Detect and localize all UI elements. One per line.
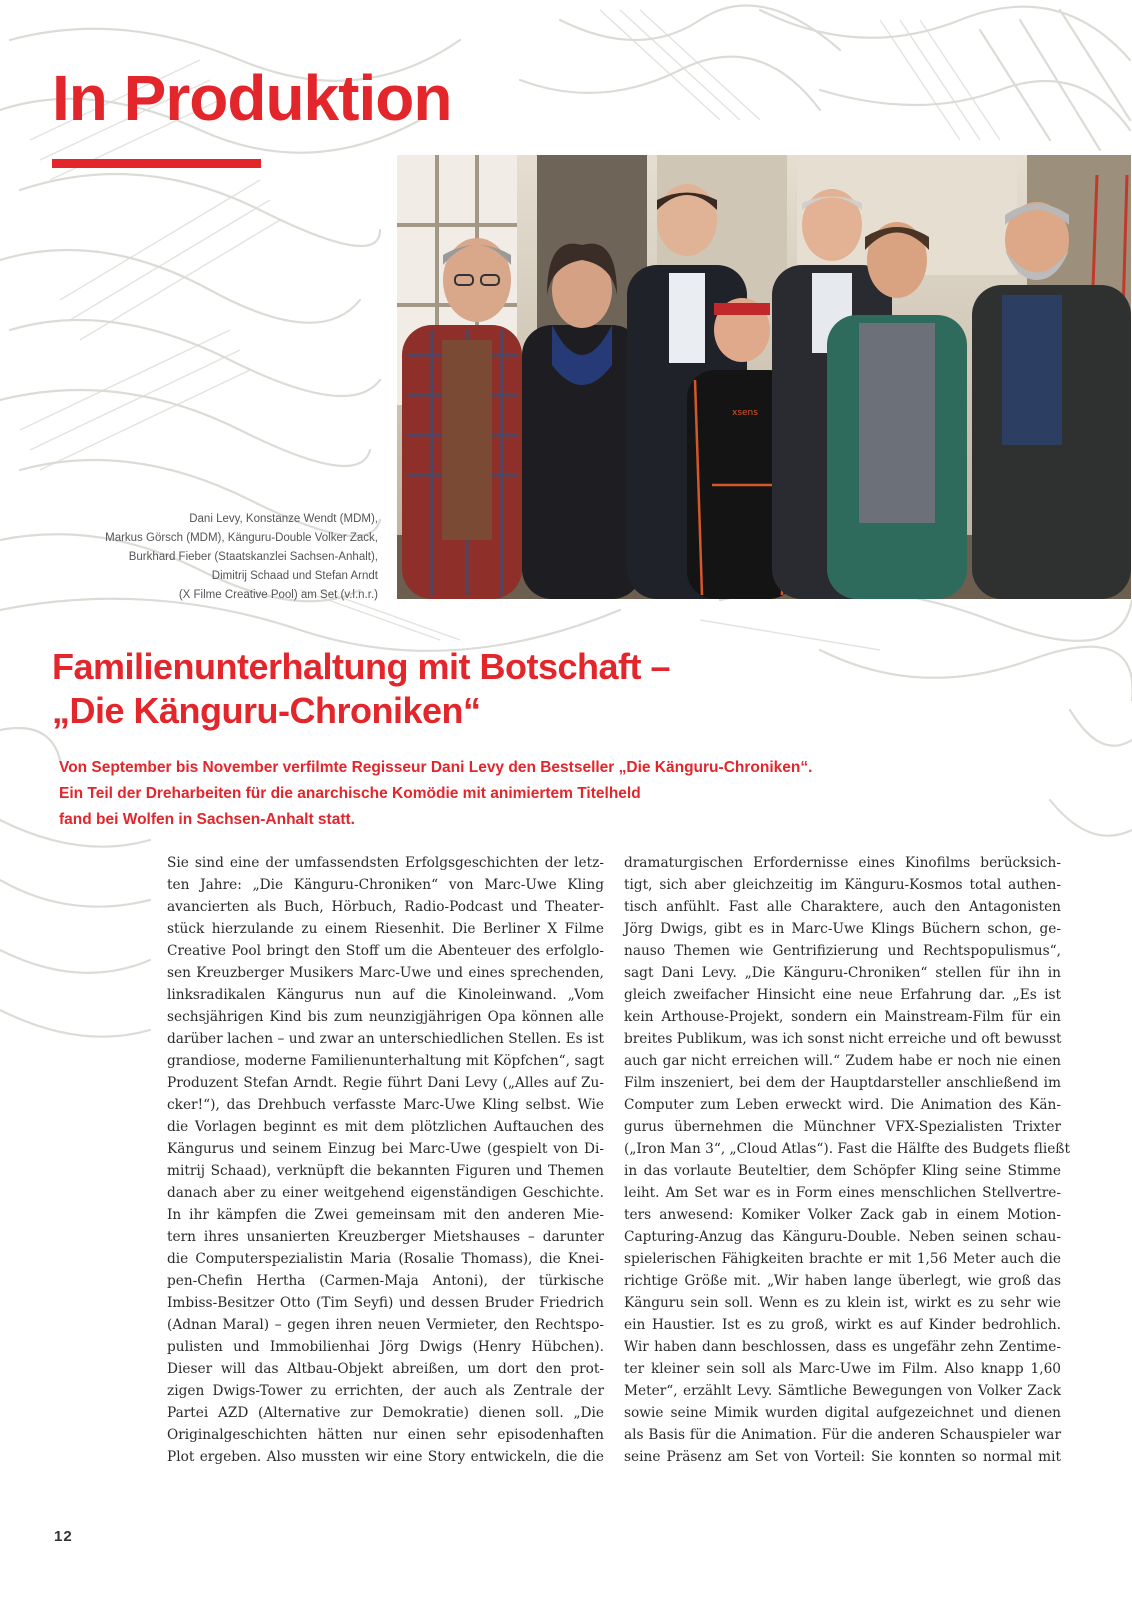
body-line: (Adnan Maral) – gegen ihren neuen Vermieter, den Rechtspo- — [167, 1317, 604, 1333]
body-line: Produzent Stefan Arndt. Regie führt Dani Levy („Alles auf Zu- — [167, 1075, 604, 1091]
body-line: tisch anfühlt. Fast alle Charaktere, auch den Antagonisten — [624, 899, 1061, 915]
body-line: Partei AZD (Alternative zur Demokratie) dienen soll. „Die — [167, 1405, 604, 1421]
body-line: die Computerspezialistin Maria (Rosalie Thomass), die Knei- — [167, 1251, 604, 1267]
headline-line: „Die Känguru-Chroniken“ — [52, 690, 481, 731]
body-line: tern ihres unsanierten Kreuzberger Mietshauses – darunter — [167, 1229, 604, 1245]
body-line: Imbiss-Besitzer Otto (Tim Seyfi) und dessen Bruder Friedrich — [167, 1295, 604, 1311]
lead-line: Von September bis November verfilmte Regisseur Dani Levy den Bestseller „Die Känguru-Chroniken“. — [59, 759, 813, 776]
article-column-2 — [624, 852, 1070, 1468]
body-line: kein Arthouse-Projekt, sondern ein Mainstream-Film für ein — [624, 1009, 1061, 1025]
body-line: darüber lachen – und zwar an unterschiedlichen Stellen. Es ist — [167, 1031, 604, 1047]
shirt-logo: xsens — [732, 408, 758, 418]
body-line: auch gar nicht erreichen will.“ Zudem habe er noch nie einen — [624, 1053, 1061, 1069]
section-title: In Produktion — [52, 62, 452, 134]
body-line: richtige Größe mit. „Wir haben lange überlegt, wie groß das — [624, 1273, 1061, 1289]
headline-line: Familienunterhaltung mit Botschaft – — [52, 646, 671, 687]
body-line: nauso Themen wie Gentrifizierung und Rechtspopulismus“, — [624, 943, 1061, 959]
body-line: Originalgeschichten hätten nur einen sehr episodenhaften — [167, 1427, 604, 1443]
body-line: linksradikalen Kängurus nun auf die Kinoleinwand. „Vom — [167, 987, 604, 1003]
body-line: mitrij Schaad), verknüpft die bekannten Figuren und Themen — [167, 1163, 604, 1179]
article-lead — [59, 755, 959, 833]
body-line: In ihr kämpfen die Zwei gemeinsam mit den anderen Mie- — [167, 1207, 604, 1223]
body-line: („Iron Man 3“, „Cloud Atlas“). Fast die Hälfte des Budgets fließt — [624, 1141, 1070, 1157]
body-line: dramaturgischen Erfordernisse eines Kinofilms berücksich- — [624, 855, 1061, 871]
lead-line: fand bei Wolfen in Sachsen-Anhalt statt. — [59, 811, 355, 828]
photo-caption — [38, 510, 378, 605]
body-line: Jörg Dwigs, gibt es in Marc-Uwe Klings Büchern schon, ge- — [624, 921, 1061, 937]
body-line: leiht. Am Set war es in Form eines menschlichen Stellvertre- — [624, 1185, 1061, 1201]
body-line: sen Kreuzberger Musikers Marc-Uwe und eines sprechenden, — [167, 965, 604, 981]
body-line: Sie sind eine der umfassendsten Erfolgsgeschichten der letz- — [167, 855, 604, 871]
body-line: spielerischen Fähigkeiten brachte er mit 1,56 Meter auch die — [624, 1251, 1061, 1267]
body-line: Dieser will das Altbau-Objekt abreißen, um dort den prot- — [167, 1361, 604, 1377]
body-line: Film inszeniert, bei dem der Hauptdarsteller anschließend im — [624, 1075, 1061, 1091]
body-line: Känguru sein soll. Wenn es zu klein ist, wirkt es zu sehr wie — [624, 1295, 1061, 1311]
body-line: ten Jahre: „Die Känguru-Chroniken“ von Marc-Uwe Kling — [167, 877, 604, 893]
body-line: in das vorlaute Beuteltier, dem Schöpfer Kling seine Stimme — [624, 1163, 1061, 1179]
body-line: seine Präsenz am Set von Vorteil: Sie konnten so normal mit — [624, 1449, 1061, 1465]
body-line: Plot ergeben. Also mussten wir eine Story entwickeln, die die — [167, 1449, 604, 1465]
body-line: grandiose, moderne Familienunterhaltung mit Köpfchen“, sagt — [167, 1053, 604, 1069]
group-photo-illustration — [397, 155, 1131, 599]
body-line: sagt Dani Levy. „Die Känguru-Chroniken“ stellen für ihn in — [624, 965, 1061, 981]
body-line: avancierten als Buch, Hörbuch, Radio-Podcast und Theater- — [167, 899, 604, 915]
body-line: danach aber zu einer weitgehend eigenständigen Geschichte. — [167, 1185, 604, 1201]
body-line: cker!“), das Drehbuch verfasste Marc-Uwe Kling selbst. Wie — [167, 1097, 604, 1113]
article-headline — [52, 645, 1052, 733]
caption-line: Dani Levy, Konstanze Wendt (MDM), — [189, 513, 378, 525]
body-line: die Vorlagen beginnt es mit dem plötzlichen Auftauchen des — [167, 1119, 604, 1135]
body-line: sowie seine Mimik wurden digital aufgezeichnet und dienen — [624, 1405, 1061, 1421]
body-line: pen-Chefin Hertha (Carmen-Maja Antoni), der türkische — [167, 1273, 604, 1289]
body-line: tigt, sich aber gleichzeitig im Känguru-Kosmos total authen- — [624, 877, 1061, 893]
body-line: Creative Pool bringt den Stoff um die Abenteuer des erfolglo- — [167, 943, 604, 959]
body-line: sechsjährigen Kind bis zum neunzigjährigen Opa können alle — [167, 1009, 604, 1025]
body-line: Meter“, erzählt Levy. Sämtliche Bewegungen von Volker Zack — [624, 1383, 1061, 1399]
body-line: zigen Dwigs-Tower zu errichten, der auch als Zentrale der — [167, 1383, 604, 1399]
body-line: Wir haben dann beschlossen, dass es ungefähr zehn Zentime- — [624, 1339, 1061, 1355]
group-photo — [397, 155, 1131, 599]
body-line: ters anwesend: Komiker Volker Zack gab in einem Motion- — [624, 1207, 1061, 1223]
body-line: pulisten und Immobilienhai Jörg Dwigs (Henry Hübchen). — [167, 1339, 604, 1355]
body-line: Capturing-Anzug das Känguru-Double. Neben seinen schau- — [624, 1229, 1061, 1245]
article-column-1 — [167, 852, 604, 1468]
page-number: 12 — [54, 1528, 73, 1545]
lead-line: Ein Teil der Dreharbeiten für die anarchische Komödie mit animiertem Titelheld — [59, 785, 641, 802]
caption-line: (X Filme Creative Pool) am Set (v.l.n.r.) — [178, 589, 378, 601]
title-rule — [52, 159, 261, 168]
body-line: stück hierzulande zu einem Riesenhit. Die Berliner X Filme — [167, 921, 604, 937]
caption-line: Burkhard Fieber (Staatskanzlei Sachsen-Anhalt), — [128, 551, 378, 563]
body-line: Computer zum Leben erweckt wird. Die Animation des Kän- — [624, 1097, 1061, 1113]
body-line: breites Publikum, was ich sonst nicht erreiche und oft bewusst — [624, 1031, 1062, 1047]
body-line: ter kleiner sein soll als Marc-Uwe im Film. Also knapp 1,60 — [624, 1361, 1061, 1377]
body-line: als Basis für die Animation. Für die anderen Schauspieler war — [624, 1427, 1061, 1443]
caption-line: Dimitrij Schaad und Stefan Arndt — [211, 570, 378, 582]
body-line: gleich zweifacher Hinsicht eine neue Erfahrung dar. „Es ist — [624, 987, 1061, 1003]
body-line: gurus übernehmen die Münchner VFX-Spezialisten Trixter — [624, 1119, 1061, 1135]
caption-line: Markus Görsch (MDM), Känguru-Double Volker Zack, — [105, 532, 378, 544]
body-line: Kängurus und seinem Einzug bei Marc-Uwe (gespielt von Di- — [167, 1141, 604, 1157]
body-line: ein Haustier. Ist es zu groß, wirkt es auf Kinder bedrohlich. — [624, 1317, 1061, 1333]
